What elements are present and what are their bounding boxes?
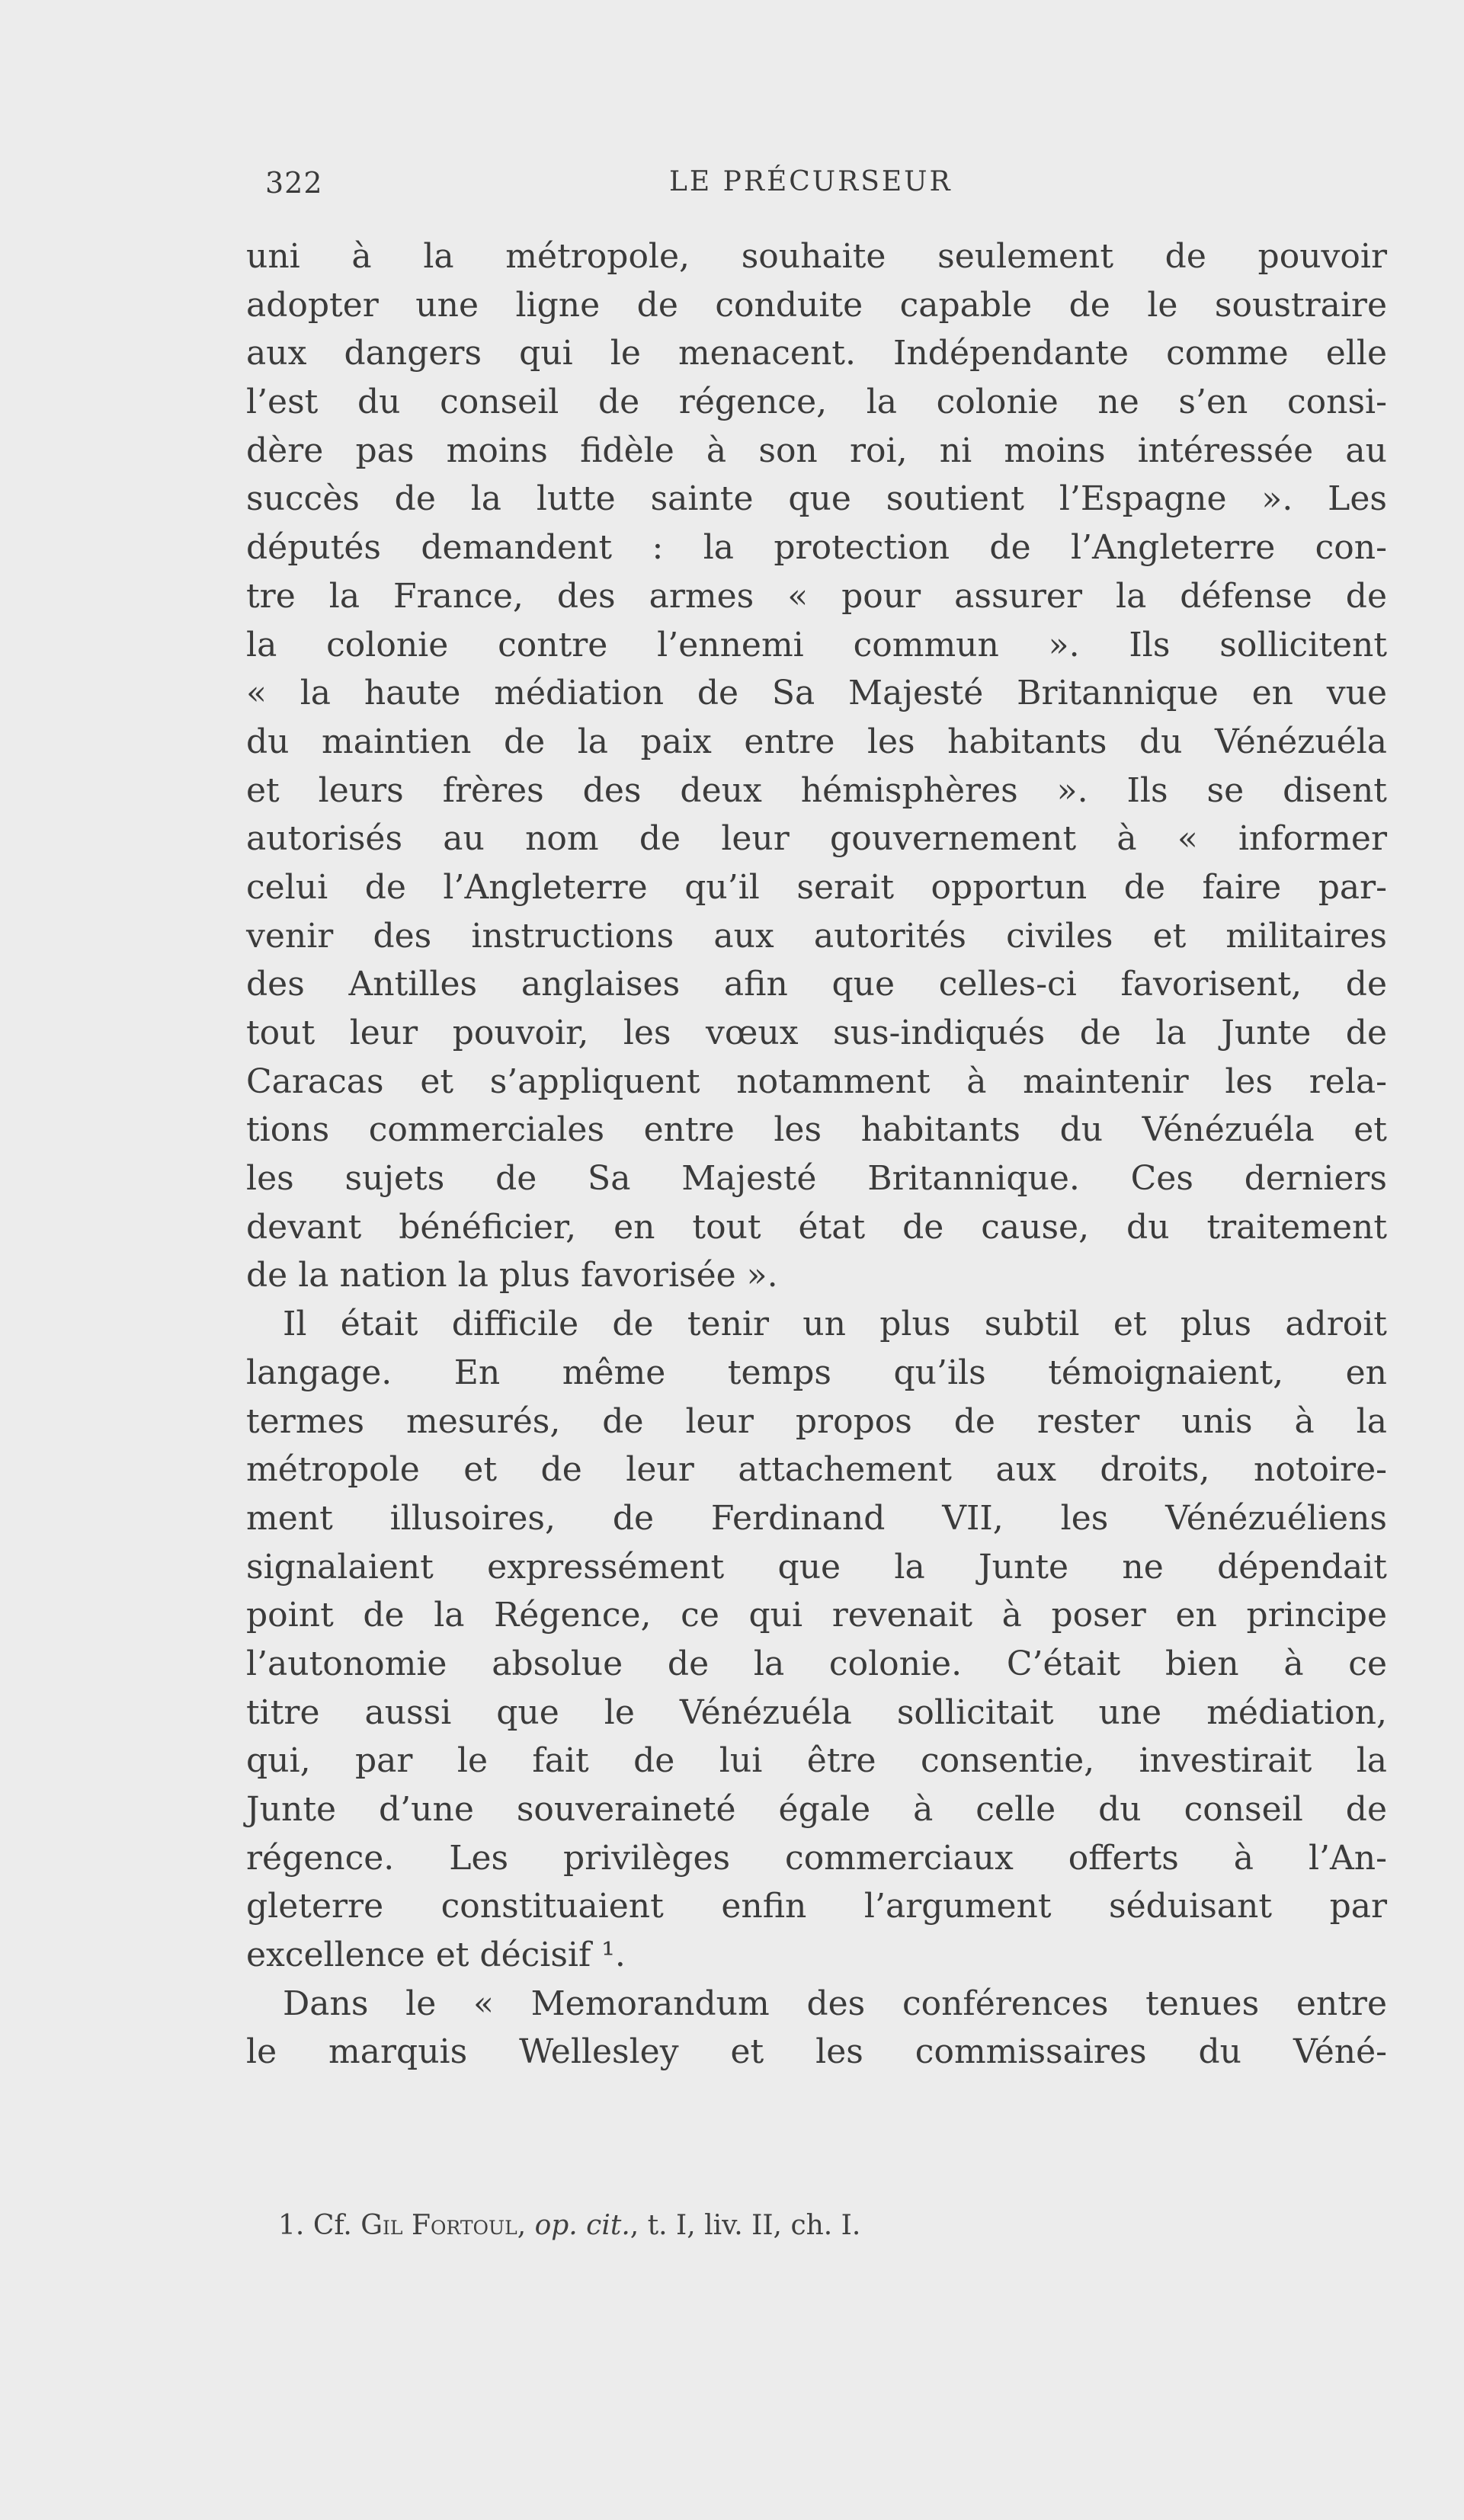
text-line: signalaient expressément que la Junte ne dépendait (246, 1547, 1387, 1587)
text-line: tout leur pouvoir, les vœux sus-indiqués de la Junte de (246, 1013, 1387, 1052)
text-line: tions commerciales entre les habitants du Vénézuéla et (246, 1110, 1387, 1150)
text-line: l’est du conseil de régence, la colonie ne s’en consi- (246, 383, 1387, 422)
text-line: gleterre constituaient enfin l’argument séduisant par (246, 1887, 1387, 1926)
text-line: tre la France, des armes « pour assurer la défense de (246, 576, 1387, 616)
text-line: venir des instructions aux autorités civiles et militaires (246, 916, 1387, 956)
text-line: la colonie contre l’ennemi commun ». Ils sollicitent (246, 625, 1387, 664)
text-line: dère pas moins fidèle à son roi, ni moins intéressée au (246, 431, 1387, 470)
text-line: le marquis Wellesley et les commissaires du Véné- (246, 2032, 1387, 2072)
text-line: autorisés au nom de leur gouvernement à « informer (246, 819, 1387, 859)
text-line: du maintien de la paix entre les habitants du Vénézuéla (246, 722, 1387, 761)
text-line: titre aussi que le Vénézuéla sollicitait une médiation, (246, 1692, 1387, 1732)
text-line: « la haute médiation de Sa Majesté Britannique en vue (246, 674, 1387, 713)
footnote-author: Gil Fortoul (360, 2210, 517, 2241)
text-line: point de la Régence, ce qui revenait à poser en principe (246, 1596, 1387, 1635)
text-line: aux dangers qui le menacent. Indépendante comme elle (246, 334, 1387, 373)
running-title: LE PRÉCURSEUR (669, 166, 953, 197)
footnote-abbr: Cf. (312, 2210, 352, 2241)
text-line: Dans le « Memorandum des conférences tenues entre (283, 1984, 1387, 2023)
text-line: adopter une ligne de conduite capable de le soustraire (246, 285, 1387, 325)
text-line: l’autonomie absolue de la colonie. C’était bien à ce (246, 1644, 1387, 1683)
text-line: Junte d’une souveraineté égale à celle du conseil de (246, 1790, 1387, 1829)
text-line: métropole et de leur attachement aux droits, notoire- (246, 1450, 1387, 1490)
text-line: termes mesurés, de leur propos de rester unis à la (246, 1401, 1387, 1441)
text-line: celui de l’Angleterre qu’il serait opportun de faire par- (246, 867, 1387, 907)
text-line: devant bénéficier, en tout état de cause, du traitement (246, 1207, 1387, 1247)
text-line: excellence et décisif ¹. (246, 1936, 626, 1975)
text-line: et leurs frères des deux hémisphères ». Ils se disent (246, 770, 1387, 810)
footnote-location: , t. I, liv. II, ch. I. (629, 2210, 861, 2241)
body-text (246, 232, 1387, 2077)
page-number: 322 (265, 166, 323, 200)
text-line: députés demandent : la protection de l’Angleterre con- (246, 528, 1387, 568)
text-line: succès de la lutte sainte que soutient l’Espagne ». Les (246, 479, 1387, 519)
text-line: uni à la métropole, souhaite seulement de pouvoir (246, 237, 1387, 276)
text-line: de la nation la plus favorisée ». (246, 1256, 778, 1295)
text-line: les sujets de Sa Majesté Britannique. Ces derniers (246, 1159, 1387, 1199)
text-line: des Antilles anglaises afin que celles-ci favorisent, de (246, 965, 1387, 1004)
footnote: 1. Cf. Gil Fortoul, op. cit., t. I, liv. II, ch. I. (278, 2210, 861, 2241)
text-line: Caracas et s’appliquent notamment à maintenir les rela- (246, 1061, 1387, 1101)
footnote-number: 1. (278, 2210, 305, 2241)
text-line: régence. Les privilèges commerciaux offerts à l’An- (246, 1838, 1387, 1878)
text-line: langage. En même temps qu’ils témoignaient, en (246, 1353, 1387, 1392)
text-line: Il était difficile de tenir un plus subtil et plus adroit (283, 1305, 1387, 1344)
text-line: qui, par le fait de lui être consentie, investirait la (246, 1741, 1387, 1781)
page-header (265, 166, 1233, 212)
text-line: ment illusoires, de Ferdinand VII, les Vénézuéliens (246, 1498, 1387, 1538)
footnote-ref: op. cit. (534, 2210, 630, 2241)
